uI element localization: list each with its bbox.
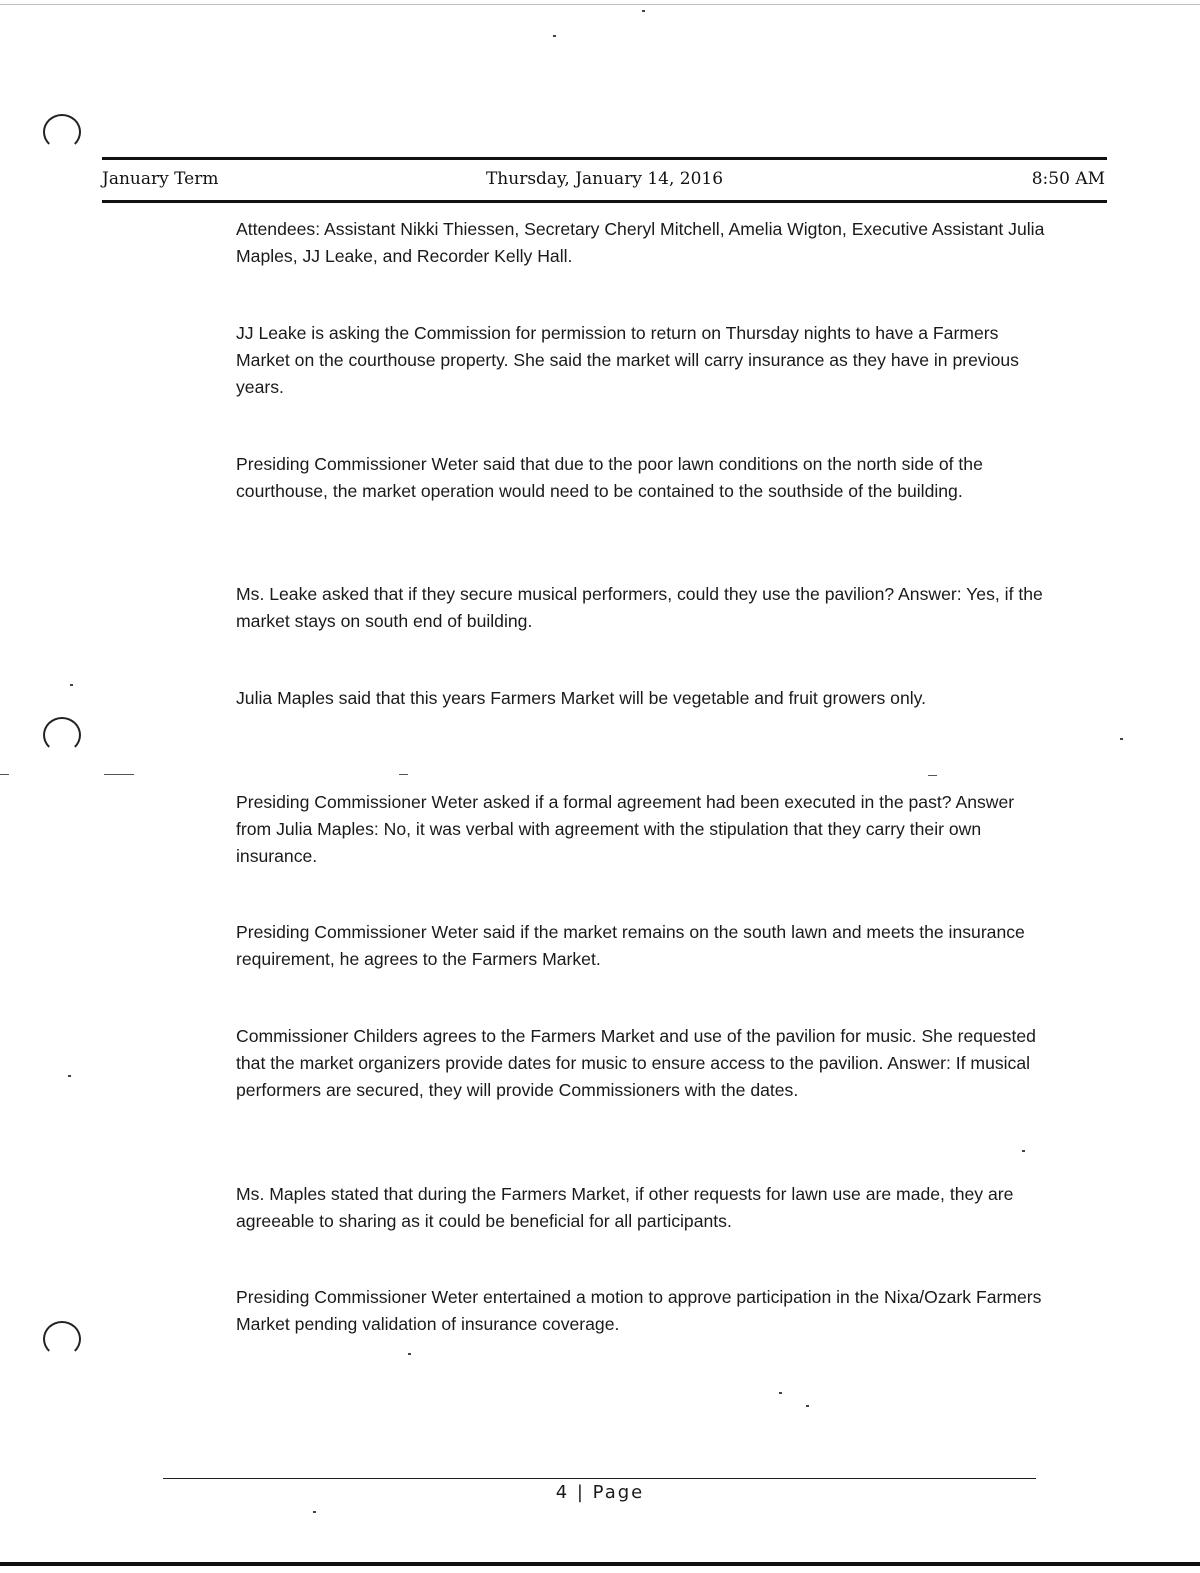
punch-hole-middle xyxy=(43,717,81,753)
scan-speck xyxy=(806,1405,809,1407)
scan-speck xyxy=(553,35,556,37)
minutes-paragraph: Presiding Commissioner Weter said if the market remains on the south lawn and meets the insurance requirement, he agrees to the Farmers Market. xyxy=(236,922,1025,969)
scan-speck xyxy=(642,10,645,12)
attendees-paragraph: Attendees: Assistant Nikki Thiessen, Secretary Cheryl Mitchell, Amelia Wigton, Executive Assistant Julia Maples, JJ Leake, and Recorder Kelly Hall. xyxy=(236,219,1045,266)
meeting-date: Thursday, January 14, 2016 xyxy=(485,169,724,189)
scan-speck xyxy=(70,684,73,686)
punch-hole-top xyxy=(43,114,81,150)
minutes-paragraph: Presiding Commissioner Weter asked if a formal agreement had been executed in the past? Answer from Julia Maples: No, it was verbal with agreement with the stipulation that they carry their own insurance. xyxy=(236,792,1015,866)
minutes-paragraph: JJ Leake is asking the Commission for permission to return on Thursday nights to have a Farmers Market on the courthouse property. She said the market will carry insurance as they have in previous years. xyxy=(236,323,1019,397)
meeting-time: 8:50 AM xyxy=(1031,169,1105,189)
minutes-paragraph: Presiding Commissioner Weter entertained a motion to approve participation in the Nixa/Ozark Farmers Market pending validation of insurance coverage. xyxy=(236,1287,1042,1334)
scan-speck xyxy=(1022,1150,1025,1152)
term-label: January Term xyxy=(102,169,219,189)
minutes-paragraph: Commissioner Childers agrees to the Farmers Market and use of the pavilion for music. She requested that the market organizers provide dates for music to ensure access to the pavilion. Answer: If musical performers are secured, they will provide Commissioners with the dates. xyxy=(236,1026,1036,1100)
scan-speck xyxy=(408,1353,411,1355)
scan-speck xyxy=(1120,738,1123,740)
minutes-paragraph: Presiding Commissioner Weter said that due to the poor lawn conditions on the north side of the courthouse, the market operation would need to be contained to the southside of the building. xyxy=(236,454,983,501)
minutes-paragraph: Ms. Maples stated that during the Farmers Market, if other requests for lawn use are made, they are agreeable to sharing as it could be beneficial for all participants. xyxy=(236,1184,1014,1231)
scan-dash xyxy=(104,774,134,775)
page-number: 4 | Page xyxy=(555,1482,645,1503)
scan-speck xyxy=(313,1511,316,1513)
bottom-scan-edge xyxy=(0,1562,1200,1566)
minutes-paragraph: Ms. Leake asked that if they secure musical performers, could they use the pavilion? Answer: Yes, if the market stays on south end of building. xyxy=(236,584,1043,631)
footer-rule xyxy=(163,1478,1036,1479)
punch-hole-bottom xyxy=(43,1321,81,1357)
scan-dash xyxy=(399,774,408,775)
top-scan-edge xyxy=(0,4,1200,5)
page-header xyxy=(102,157,1107,203)
minutes-paragraph: Julia Maples said that this years Farmers Market will be vegetable and fruit growers only. xyxy=(236,688,927,708)
scan-dash xyxy=(928,775,937,776)
scan-dash xyxy=(0,774,9,775)
scan-speck xyxy=(68,1075,71,1077)
scan-speck xyxy=(779,1392,782,1394)
